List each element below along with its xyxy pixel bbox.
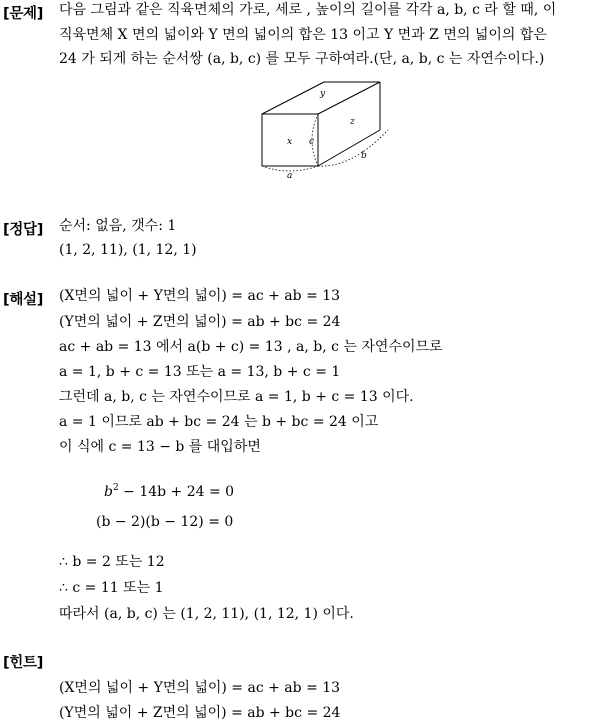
label-a: a (287, 171, 293, 181)
top-edge-left (262, 82, 324, 114)
hint-line-1: (X면의 넓이 + Y면의 넓이) = ac + ab = 13 (59, 680, 341, 696)
label-x: x (287, 137, 293, 147)
bottom-edge-right (318, 130, 380, 166)
solution-line-1: (X면의 넓이 + Y면의 넓이) = ac + ab = 13 (59, 288, 341, 304)
solution-line-7: 이 식에 c = 13 − b 를 대입하면 (59, 439, 261, 455)
hint-line-2: (Y면의 넓이 + Z면의 넓이) = ab + bc = 24 (59, 705, 341, 721)
solution-line-9: ∴ c = 11 또는 1 (59, 580, 164, 596)
answer-label: [정답] (3, 222, 44, 238)
equation-1-rest: − 14b + 24 = 0 (118, 484, 235, 500)
solution-line-5: 그런데 a, b, c 는 자연수이므로 a = 1, b + c = 13 이다. (59, 389, 414, 405)
label-b: b (361, 151, 367, 161)
bottom-arc-b (318, 130, 388, 166)
equation-1-base: b (104, 484, 113, 500)
problem-line-2: 직육면체 X 면의 넓이와 Y 면의 넓이의 합은 13 이고 Y 면과 Z 면의 넓이의 합은 (59, 27, 547, 43)
solution-line-4: a = 1, b + c = 13 또는 a = 13, b + c = 1 (59, 364, 341, 380)
answer-line-1: 순서: 없음, 갯수: 1 (59, 218, 177, 234)
solution-line-6: a = 1 이므로 ab + bc = 24 는 b + bc = 24 이고 (59, 414, 379, 430)
problem-line-3: 24 가 되게 하는 순서쌍 (a, b, c) 를 모두 구하여라.(단, a, b, c 는 자연수이다.) (59, 51, 545, 67)
label-y: y (320, 89, 326, 99)
solution-line-3: ac + ab = 13 에서 a(b + c) = 13 , a, b, c 는 자연수이므로 (59, 339, 443, 355)
equation-2: (b − 2)(b − 12) = 0 (96, 514, 234, 530)
solution-line-10: 따라서 (a, b, c) 는 (1, 2, 11), (1, 12, 1) 이다. (59, 606, 354, 622)
solution-line-8: ∴ b = 2 또는 12 (59, 554, 165, 570)
solution-label: [해설] (3, 292, 44, 308)
top-edge-right (318, 82, 380, 114)
equation-1-exponent: 2 (112, 483, 119, 493)
label-z: z (350, 117, 355, 127)
label-c: c (309, 137, 315, 147)
problem-label: [문제] (3, 6, 44, 22)
cuboid-figure (0, 74, 592, 184)
problem-line-1: 다음 그림과 같은 직육면체의 가로, 세로 , 높이의 길이를 각각 a, b, c 라 할 때, 이 (59, 2, 557, 18)
hint-label: [힌트] (3, 655, 44, 671)
solution-line-2: (Y면의 넓이 + Z면의 넓이) = ab + bc = 24 (59, 314, 341, 330)
answer-line-2: (1, 2, 11), (1, 12, 1) (59, 242, 197, 258)
equation-1 (104, 482, 234, 504)
